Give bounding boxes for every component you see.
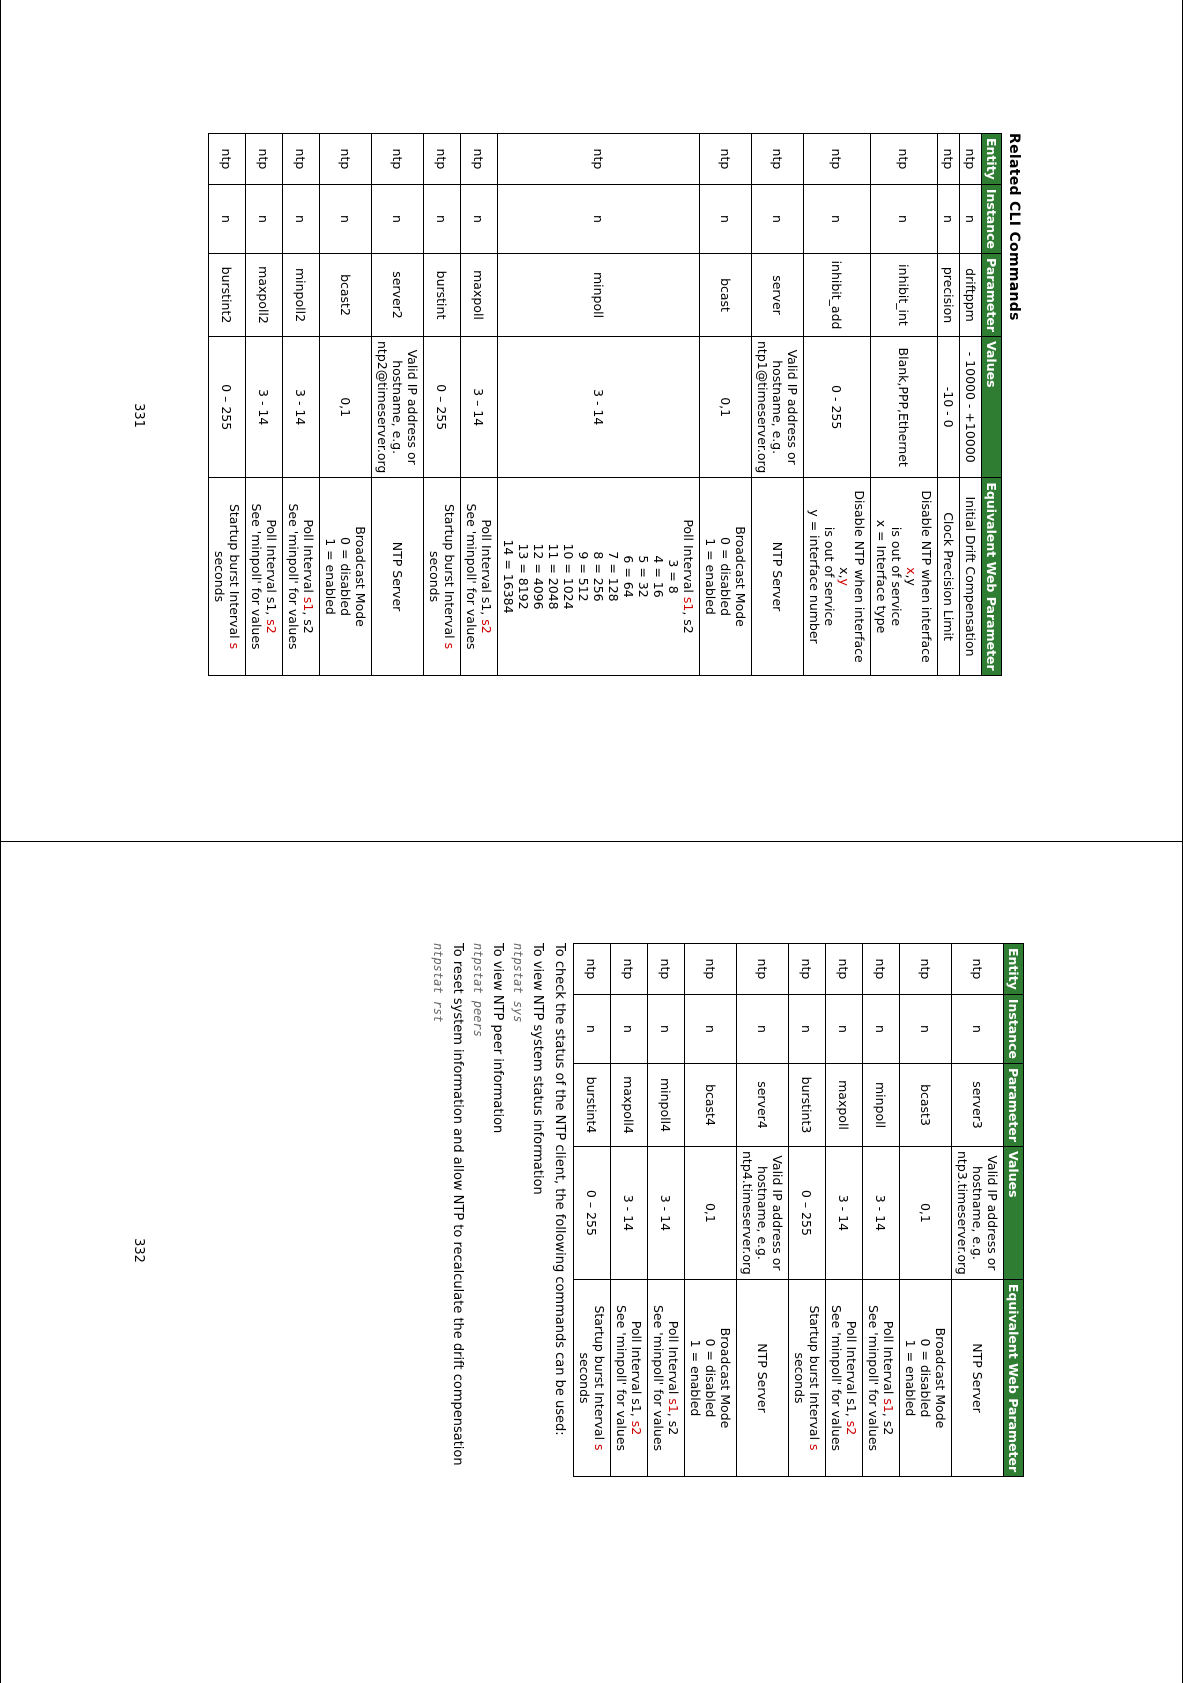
web-text: Startup burst Interval bbox=[592, 1305, 607, 1445]
cell-entity: ntp bbox=[498, 134, 700, 185]
cell-values: 3 - 14 bbox=[246, 337, 283, 478]
cell-parameter: bcast3 bbox=[900, 1064, 952, 1147]
web-text: Poll Interval bbox=[681, 519, 696, 597]
cell-web-parameter bbox=[498, 478, 700, 675]
cell-parameter: maxpoll bbox=[826, 1064, 863, 1147]
cell-parameter: burstint bbox=[424, 254, 461, 337]
cell-entity: ntp bbox=[938, 134, 960, 185]
column-header: Instance bbox=[982, 184, 1002, 253]
web-highlight: s2 bbox=[264, 619, 279, 634]
web-text: Poll Interval bbox=[666, 1320, 681, 1399]
cell-parameter: minpoll2 bbox=[283, 254, 320, 337]
cell-values: 0,1 bbox=[900, 1147, 952, 1280]
cell-web-parameter: NTP Server bbox=[952, 1279, 1004, 1476]
web-text: ,y is out of service x = Interface type bbox=[874, 519, 919, 634]
cell-parameter: burstint4 bbox=[574, 1064, 611, 1147]
cell-values: 0,1 bbox=[700, 337, 752, 478]
table-row bbox=[424, 134, 461, 676]
web-highlight: s bbox=[807, 1444, 822, 1451]
cell-parameter: minpoll4 bbox=[648, 1064, 685, 1147]
cell-parameter: bcast bbox=[700, 254, 752, 337]
cell-parameter: driftppm bbox=[960, 254, 982, 337]
cell-entity: ntp bbox=[209, 134, 246, 185]
cell-instance: n bbox=[826, 994, 863, 1063]
cell-entity: ntp bbox=[737, 944, 789, 995]
cell-parameter: burstint2 bbox=[209, 254, 246, 337]
command-code: ntpstat sys bbox=[511, 943, 525, 1023]
cell-entity: ntp bbox=[804, 134, 871, 185]
cell-parameter: maxpoll bbox=[461, 254, 498, 337]
cell-entity: ntp bbox=[871, 134, 938, 185]
command-description: To view NTP peer information bbox=[490, 943, 505, 1134]
web-highlight: y bbox=[837, 578, 852, 586]
cli-table-page2 bbox=[573, 943, 1024, 1477]
table-row bbox=[960, 134, 982, 676]
web-text: Poll Interval bbox=[301, 519, 316, 597]
cell-parameter: burstint3 bbox=[789, 1064, 826, 1147]
cell-web-parameter: Broadcast Mode 0 = disabled 1 = enabled bbox=[700, 478, 752, 675]
cell-web-parameter bbox=[804, 478, 871, 675]
cell-values: 3 - 14 bbox=[498, 337, 700, 478]
cell-values: 0 – 255 bbox=[209, 337, 246, 478]
table-row bbox=[611, 944, 648, 1477]
cell-web-parameter bbox=[283, 478, 320, 675]
cell-instance: n bbox=[320, 184, 372, 253]
cell-web-parameter: Broadcast Mode 0 = disabled 1 = enabled bbox=[685, 1279, 737, 1476]
cell-parameter: maxpoll2 bbox=[246, 254, 283, 337]
cell-parameter: minpoll bbox=[498, 254, 700, 337]
cell-entity: ntp bbox=[700, 134, 752, 185]
table-row bbox=[789, 944, 826, 1477]
web-text: Poll Interval s1, bbox=[844, 1320, 859, 1421]
cell-entity: ntp bbox=[611, 944, 648, 995]
cell-entity: ntp bbox=[685, 944, 737, 995]
web-highlight: s1 bbox=[681, 596, 696, 612]
page-edge-left bbox=[0, 0, 1, 1683]
web-text: See 'minpoll' for values bbox=[249, 503, 264, 650]
cell-values: Valid IP address or hostname, e.g. ntp1@timeserver.org bbox=[752, 337, 804, 478]
cell-instance: n bbox=[461, 184, 498, 253]
page-divider bbox=[0, 841, 1183, 842]
command-description: To view NTP system status information bbox=[530, 943, 545, 1195]
cell-web-parameter: Initial Drift Compensation bbox=[960, 478, 982, 675]
cell-web-parameter bbox=[461, 478, 498, 675]
cell-instance: n bbox=[648, 994, 685, 1063]
web-text: seconds bbox=[577, 1352, 592, 1404]
cell-instance: n bbox=[871, 184, 938, 253]
cell-web-parameter: NTP Server bbox=[752, 478, 804, 675]
cell-web-parameter: NTP Server bbox=[372, 478, 424, 675]
web-text: Poll Interval s1, bbox=[479, 519, 494, 620]
web-highlight: x bbox=[904, 567, 919, 575]
table-row bbox=[320, 134, 372, 676]
column-header: Entity bbox=[1004, 944, 1024, 995]
cell-instance: n bbox=[574, 994, 611, 1063]
cell-parameter: bcast2 bbox=[320, 254, 372, 337]
cell-instance: n bbox=[737, 994, 789, 1063]
cell-values: 3 - 14 bbox=[863, 1147, 900, 1280]
cell-instance: n bbox=[952, 994, 1004, 1063]
table-row bbox=[648, 944, 685, 1477]
cell-entity: ntp bbox=[960, 134, 982, 185]
cell-values: 3 – 14 bbox=[461, 337, 498, 478]
cell-instance: n bbox=[685, 994, 737, 1063]
column-header: Entity bbox=[982, 134, 1002, 185]
cell-entity: ntp bbox=[320, 134, 372, 185]
column-header: Equivalent Web Parameter bbox=[1004, 1279, 1024, 1476]
table-row bbox=[871, 134, 938, 676]
cell-values: 0 - 255 bbox=[804, 337, 871, 478]
web-text: Poll Interval s1, bbox=[264, 519, 279, 620]
table-row bbox=[826, 944, 863, 1477]
web-highlight: s2 bbox=[844, 1420, 859, 1436]
cell-entity: ntp bbox=[789, 944, 826, 995]
command-code: ntpstat peers bbox=[471, 943, 485, 1037]
web-highlight: s1 bbox=[666, 1398, 681, 1413]
table-row bbox=[372, 134, 424, 676]
cell-entity: ntp bbox=[863, 944, 900, 995]
cell-values: 0 – 255 bbox=[574, 1147, 611, 1280]
cell-instance: n bbox=[863, 994, 900, 1063]
web-highlight: s bbox=[592, 1444, 607, 1451]
column-header: Values bbox=[982, 337, 1002, 478]
cell-values: - 10000 - +10000 bbox=[960, 337, 982, 478]
cell-parameter: inhibit_int bbox=[871, 254, 938, 337]
cell-entity: ntp bbox=[574, 944, 611, 995]
cell-values: 0,1 bbox=[685, 1147, 737, 1280]
web-highlight: s bbox=[227, 642, 242, 650]
cell-instance: n bbox=[611, 994, 648, 1063]
web-text: seconds bbox=[792, 1352, 807, 1404]
cell-web-parameter bbox=[424, 478, 461, 675]
page-332 bbox=[431, 943, 1024, 1477]
cell-entity: ntp bbox=[246, 134, 283, 185]
cell-web-parameter: Clock Precision Limit bbox=[938, 478, 960, 675]
cell-web-parameter bbox=[863, 1279, 900, 1476]
web-text: is out of service y = interface number bbox=[807, 509, 837, 644]
web-text: Disable NTP when interface bbox=[919, 490, 934, 663]
cell-instance: n bbox=[700, 184, 752, 253]
cell-instance: n bbox=[424, 184, 461, 253]
column-header: Parameter bbox=[982, 254, 1002, 337]
cell-instance: n bbox=[283, 184, 320, 253]
web-text: See 'minpoll' for values bbox=[614, 1304, 629, 1452]
cell-parameter: server bbox=[752, 254, 804, 337]
table-row bbox=[461, 134, 498, 676]
column-header: Values bbox=[1004, 1147, 1024, 1280]
cell-entity: ntp bbox=[461, 134, 498, 185]
table-row bbox=[752, 134, 804, 676]
cell-web-parameter bbox=[826, 1279, 863, 1476]
web-text: Disable NTP when interface x, bbox=[837, 490, 867, 663]
column-header: Equivalent Web Parameter bbox=[982, 478, 1002, 675]
cell-parameter: inhibit_add bbox=[804, 254, 871, 337]
column-header: Parameter bbox=[1004, 1064, 1024, 1147]
cell-instance: n bbox=[209, 184, 246, 253]
cell-entity: ntp bbox=[900, 944, 952, 995]
cell-entity: ntp bbox=[826, 944, 863, 995]
web-text: , s2 See 'minpoll' for values bbox=[286, 503, 316, 650]
table-row bbox=[209, 134, 246, 676]
cell-parameter: precision bbox=[938, 254, 960, 337]
web-text: Startup burst Interval bbox=[227, 503, 242, 643]
cell-instance: n bbox=[900, 994, 952, 1063]
web-text: , s2 See 'minpoll' for values bbox=[651, 1304, 681, 1452]
cell-instance: n bbox=[789, 994, 826, 1063]
table-row bbox=[737, 944, 789, 1477]
cell-web-parameter bbox=[871, 478, 938, 675]
table-row bbox=[283, 134, 320, 676]
cell-web-parameter bbox=[246, 478, 283, 675]
cell-parameter: maxpoll4 bbox=[611, 1064, 648, 1147]
web-highlight: s bbox=[442, 642, 457, 650]
web-text: seconds bbox=[212, 550, 227, 603]
cell-values: -10 - 0 bbox=[938, 337, 960, 478]
cell-parameter: bcast4 bbox=[685, 1064, 737, 1147]
cell-values: 3 - 14 bbox=[283, 337, 320, 478]
command-code: ntpstat rst bbox=[431, 943, 445, 1023]
web-text: Poll Interval s1, bbox=[629, 1320, 644, 1421]
table-row bbox=[246, 134, 283, 676]
command-description: To reset system information and allow NTP to recalculate the drift compensation bbox=[450, 943, 465, 1466]
web-highlight: s2 bbox=[629, 1420, 644, 1436]
cell-instance: n bbox=[938, 184, 960, 253]
web-highlight: s2 bbox=[479, 619, 494, 634]
intro-text: To check the status of the NTP client, the following commands can be used: bbox=[552, 943, 567, 1436]
cell-values: Valid IP address or hostname, e.g. ntp3.timeserver.org bbox=[952, 1147, 1004, 1280]
table-row bbox=[700, 134, 752, 676]
web-text: Startup burst Interval bbox=[807, 1305, 822, 1445]
web-text: See 'minpoll' for values bbox=[829, 1304, 844, 1452]
cell-values: 0 – 255 bbox=[424, 337, 461, 478]
table-row bbox=[574, 944, 611, 1477]
web-text: Startup burst Interval bbox=[442, 503, 457, 643]
table-row bbox=[952, 944, 1004, 1477]
table-row bbox=[804, 134, 871, 676]
cell-instance: n bbox=[246, 184, 283, 253]
web-text: , s2 3 = 8 4 = 16 5 = 32 6 = 64 7 = 128 8 = 256 9 = 512 10 = 1024 11 = 2048 12 = 4096 13 = 8192 14 = 16384 bbox=[501, 539, 696, 634]
cell-entity: ntp bbox=[283, 134, 320, 185]
cell-web-parameter: Broadcast Mode 0 = disabled 1 = enabled bbox=[320, 478, 372, 675]
cell-instance: n bbox=[498, 184, 700, 253]
cell-values: 3 - 14 bbox=[648, 1147, 685, 1280]
cell-entity: ntp bbox=[372, 134, 424, 185]
cell-parameter: server3 bbox=[952, 1064, 1004, 1147]
cell-values: 3 - 14 bbox=[826, 1147, 863, 1280]
cell-web-parameter bbox=[209, 478, 246, 675]
cell-instance: n bbox=[960, 184, 982, 253]
web-text: See 'minpoll' for values bbox=[464, 503, 479, 650]
cell-parameter: server2 bbox=[372, 254, 424, 337]
web-text: Poll Interval bbox=[881, 1320, 896, 1399]
cell-values: 0 – 255 bbox=[789, 1147, 826, 1280]
cell-values: Valid IP address or hostname, e.g. ntp2@timeserver.org bbox=[372, 337, 424, 478]
cell-parameter: minpoll bbox=[863, 1064, 900, 1147]
cli-table-page1 bbox=[208, 133, 1002, 676]
page-331 bbox=[208, 133, 1022, 676]
table-row bbox=[900, 944, 952, 1477]
cell-web-parameter bbox=[611, 1279, 648, 1476]
cell-web-parameter bbox=[648, 1279, 685, 1476]
cell-values: 0,1 bbox=[320, 337, 372, 478]
page-number: 331 bbox=[130, 403, 146, 428]
cell-entity: ntp bbox=[424, 134, 461, 185]
web-text: , s2 See 'minpoll' for values bbox=[866, 1304, 896, 1452]
cell-parameter: server4 bbox=[737, 1064, 789, 1147]
cell-values: Valid IP address or hostname, e.g. ntp4.timeserver.org bbox=[737, 1147, 789, 1280]
cell-values: 3 - 14 bbox=[611, 1147, 648, 1280]
page-number: 332 bbox=[130, 1238, 146, 1263]
web-highlight: s1 bbox=[881, 1398, 896, 1413]
table-row bbox=[938, 134, 960, 676]
section-title: Related CLI Commands bbox=[1006, 133, 1022, 321]
cell-web-parameter: NTP Server bbox=[737, 1279, 789, 1476]
cell-web-parameter: Broadcast Mode 0 = disabled 1 = enabled bbox=[900, 1279, 952, 1476]
table-row bbox=[685, 944, 737, 1477]
status-commands bbox=[431, 943, 567, 1477]
column-header: Instance bbox=[1004, 994, 1024, 1063]
cell-entity: ntp bbox=[648, 944, 685, 995]
cell-values: Blank,PPP,Ethernet bbox=[871, 337, 938, 478]
web-highlight: s1 bbox=[301, 596, 316, 612]
web-text: seconds bbox=[427, 550, 442, 603]
cell-entity: ntp bbox=[752, 134, 804, 185]
cell-web-parameter bbox=[574, 1279, 611, 1476]
cell-instance: n bbox=[804, 184, 871, 253]
cell-instance: n bbox=[752, 184, 804, 253]
cell-entity: ntp bbox=[952, 944, 1004, 995]
table-row bbox=[863, 944, 900, 1477]
cell-web-parameter bbox=[789, 1279, 826, 1476]
table-row bbox=[498, 134, 700, 676]
cell-instance: n bbox=[372, 184, 424, 253]
